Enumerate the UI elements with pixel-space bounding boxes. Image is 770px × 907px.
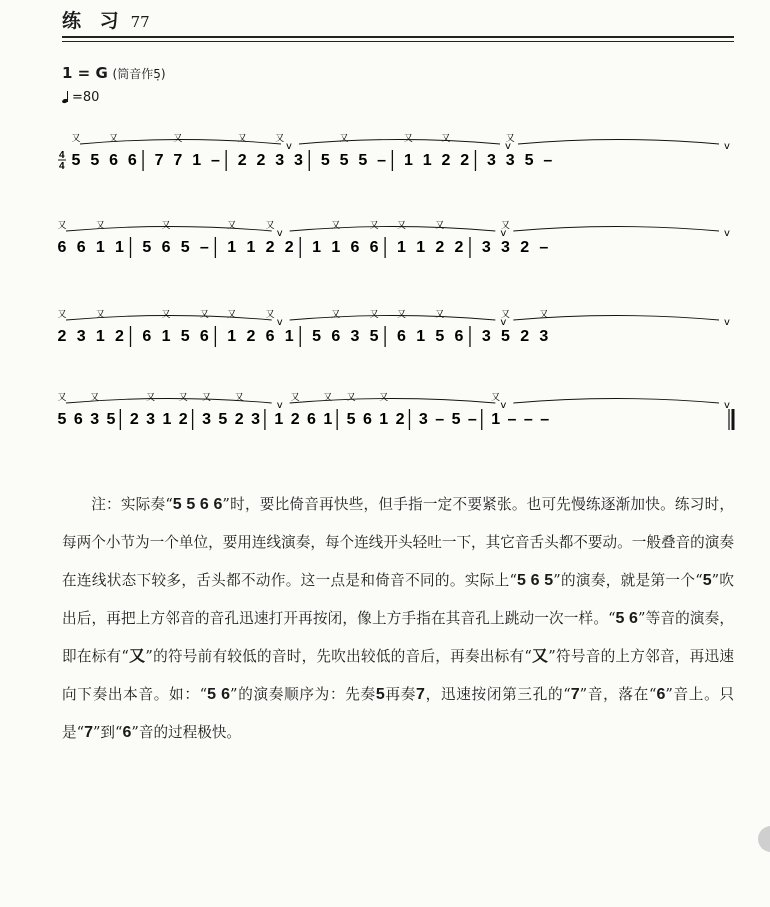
score-note: 6 <box>331 328 341 345</box>
tempo-marking: =80 <box>62 90 99 105</box>
tongue-mark: 又 <box>109 134 119 144</box>
score-note: 7 <box>154 152 164 169</box>
score-note: 2 <box>454 239 464 256</box>
score-note: 5 <box>71 152 81 169</box>
slur <box>290 399 496 404</box>
score-note: 5 <box>142 239 152 256</box>
score-note: 1 <box>397 239 406 256</box>
score-note: 3 <box>90 411 100 428</box>
tongue-mark: 又 <box>234 393 244 403</box>
slur <box>518 140 719 145</box>
score-note: 1 <box>161 328 171 345</box>
tongue-mark: 又 <box>331 310 341 320</box>
score-note: 3 <box>418 411 428 428</box>
breath-mark: v <box>286 141 292 152</box>
score-note: 3 <box>481 328 491 345</box>
score-note: 6 <box>454 328 464 345</box>
score-note: 1 <box>403 152 413 169</box>
score-note: 2 <box>57 328 67 345</box>
score-note: 5 <box>180 328 190 345</box>
tongue-mark: 又 <box>199 310 209 320</box>
slur <box>290 227 496 232</box>
tongue-mark: 又 <box>275 134 285 144</box>
score-note: 3 <box>505 152 515 169</box>
breath-mark: v <box>276 228 283 239</box>
score-note: 3 <box>487 152 496 169</box>
inline-notes: 5 6 5 <box>516 572 554 589</box>
score-note: 5 <box>218 411 228 428</box>
score-note: 5 <box>451 411 461 428</box>
tongue-mark: 又 <box>501 221 511 231</box>
breath-mark: v <box>724 141 730 152</box>
score-note: 1 <box>331 239 341 256</box>
score-note: – <box>523 411 533 428</box>
score-note: 5 <box>346 411 356 428</box>
inline-notes: 5 <box>375 686 385 703</box>
score-note: 5 <box>57 411 67 428</box>
score-note: 2 <box>246 328 256 345</box>
time-signature-top: 4 <box>59 150 65 161</box>
score-note: 6 <box>265 328 275 345</box>
score-note: 1 <box>274 411 284 428</box>
score-note: 1 <box>379 411 389 428</box>
score-note: 2 <box>441 152 451 169</box>
inline-notes: 5 5 6 6 <box>172 496 223 513</box>
inline-notes: 6 <box>656 686 666 703</box>
inline-notes: 又 <box>531 648 549 665</box>
score-note: 3 <box>146 411 156 428</box>
score-note: 1 <box>162 411 172 428</box>
score-note: 2 <box>435 239 445 256</box>
score-note: 6 <box>397 328 406 345</box>
score-note: 1 <box>95 328 105 345</box>
score-note: 1 <box>192 152 202 169</box>
score-note: 3 <box>76 328 86 345</box>
score-note: 2 <box>178 411 188 428</box>
score-note: 2 <box>290 411 300 428</box>
score-note: 3 <box>202 411 212 428</box>
inline-notes: 7 <box>416 686 425 703</box>
tongue-mark: 又 <box>441 134 451 144</box>
score-note: 1 <box>95 239 105 256</box>
tongue-mark: 又 <box>237 134 247 144</box>
paragraph-text: 注：实际奏“5 5 6 6”时，要比倚音再快些，但手指一定不要紧张。也可先慢练逐渐加快。练习时，每两个小节为一个单位，要用连线演奏，每个连线开头轻吐一下，其它音舌头都不要动。一般叠音的演奏在连线状态下较多，舌头都不动作。这一点是和倚音不同的。实际上“5 6 5”的演奏，就是第一个“5”吹出后，再把上方邻音的音孔迅速打开再按闭，像上方手指在其音孔上跳动一次一样。“5 6”等音的演奏，即在标有“又”的符号前有较低的音时，先吹出较低的音后，再奏出标有“又”符号音的上方邻音，再迅速向下奏出本音。如：“5 6”的演奏顺序为：先奏5再奏7，迅速按闭第三孔的“7”音，落在“6”音上。只是“7”到“6”音的过程极快。 <box>62 496 734 741</box>
score-note: – <box>435 411 445 428</box>
inline-notes: 5 6 <box>207 686 231 703</box>
score-note: 5 <box>358 152 368 169</box>
score-note: – <box>507 411 517 428</box>
score-note: 2 <box>284 239 294 256</box>
tongue-mark: 又 <box>265 310 275 320</box>
slur <box>290 316 496 321</box>
score-note: 3 <box>275 152 285 169</box>
tongue-mark: 又 <box>396 310 406 320</box>
tongue-mark: 又 <box>146 393 156 403</box>
breath-mark: v <box>500 228 507 239</box>
tongue-mark: 又 <box>539 310 549 320</box>
score-note: 5 <box>320 152 330 169</box>
score-note: 3 <box>251 411 260 428</box>
score-note: 5 <box>524 152 534 169</box>
score-note: 6 <box>350 239 360 256</box>
score-note: 6 <box>142 328 152 345</box>
tongue-mark: 又 <box>435 221 445 231</box>
score-note: 6 <box>109 152 118 169</box>
score-note: 2 <box>460 152 470 169</box>
tongue-mark: 又 <box>57 310 67 320</box>
tongue-mark: 又 <box>57 221 67 231</box>
score-note: 2 <box>115 328 124 345</box>
score-note: – <box>210 152 220 169</box>
score-note: 6 <box>161 239 171 256</box>
breath-mark: v <box>276 317 283 328</box>
score-note: 6 <box>362 411 372 428</box>
inline-notes: 6 <box>122 724 132 741</box>
score-note: 5 <box>90 152 100 169</box>
tongue-mark: 又 <box>379 393 389 403</box>
score-note: 5 <box>106 411 116 428</box>
score-note: 2 <box>129 411 139 428</box>
slur <box>299 140 500 145</box>
tongue-mark: 又 <box>265 221 275 231</box>
breath-mark: v <box>500 317 507 328</box>
note-paragraph <box>62 486 734 752</box>
time-signature-bottom: 4 <box>59 161 65 172</box>
score-note: 5 <box>339 152 349 169</box>
inline-notes: 又 <box>128 648 146 665</box>
score-note: 1 <box>491 411 501 428</box>
score-note: 2 <box>256 152 266 169</box>
score-note: 2 <box>265 239 275 256</box>
score-note: 2 <box>234 411 244 428</box>
score-note: 5 <box>501 328 510 345</box>
score-note: – <box>543 152 553 169</box>
tongue-mark: 又 <box>346 393 356 403</box>
score-note: 2 <box>520 239 530 256</box>
tongue-mark: 又 <box>57 393 67 403</box>
score-note: – <box>539 239 549 256</box>
inline-notes: 5 <box>702 572 712 589</box>
score-note: 6 <box>76 239 86 256</box>
score-note: 6 <box>73 411 83 428</box>
score-note: 1 <box>312 239 322 256</box>
tongue-mark: 又 <box>90 393 100 403</box>
breath-mark: v <box>724 400 730 411</box>
score-note: – <box>467 411 477 428</box>
score-note: 2 <box>395 411 405 428</box>
score-note: 1 <box>115 239 124 256</box>
score-note: 1 <box>246 239 256 256</box>
tongue-mark: 又 <box>339 134 349 144</box>
tongue-mark: 又 <box>403 134 413 144</box>
tongue-mark: 又 <box>331 221 341 231</box>
breath-mark: v <box>276 400 283 411</box>
tongue-mark: 又 <box>501 310 511 320</box>
score-note: 6 <box>57 239 67 256</box>
tongue-mark: 又 <box>95 221 105 231</box>
score-note: 1 <box>227 328 237 345</box>
tongue-mark: 又 <box>178 393 188 403</box>
score-note: 3 <box>350 328 360 345</box>
breath-mark: v <box>724 317 730 328</box>
score-note: 1 <box>416 328 426 345</box>
tongue-mark: 又 <box>95 310 105 320</box>
page-number: 77 <box>130 13 150 31</box>
tongue-mark: 又 <box>227 221 237 231</box>
chapter-title: 练 习 <box>62 10 125 32</box>
tongue-mark: 又 <box>369 221 379 231</box>
score-note: 3 <box>481 239 491 256</box>
score-note: 3 <box>294 152 303 169</box>
score-note: 1 <box>284 328 294 345</box>
tongue-mark: 又 <box>161 221 171 231</box>
score-note: 3 <box>501 239 510 256</box>
tongue-mark: 又 <box>161 310 171 320</box>
tongue-mark: 又 <box>173 134 183 144</box>
tongue-mark: 又 <box>369 310 379 320</box>
tongue-mark: 又 <box>491 393 501 403</box>
tongue-mark: 又 <box>202 393 212 403</box>
slur <box>513 227 719 232</box>
score-note: – <box>199 239 209 256</box>
score-note: 6 <box>127 152 137 169</box>
tongue-mark: 又 <box>505 134 515 144</box>
score-note: 1 <box>227 239 237 256</box>
slur <box>513 399 719 404</box>
score-note: 5 <box>180 239 190 256</box>
tongue-mark: 又 <box>396 221 406 231</box>
score-note: 6 <box>369 239 379 256</box>
breath-mark: v <box>500 400 507 411</box>
tongue-mark: 又 <box>290 393 300 403</box>
breath-mark: v <box>505 141 511 152</box>
score-note: – <box>540 411 550 428</box>
score-note: 5 <box>435 328 445 345</box>
score-note: – <box>377 152 387 169</box>
breath-mark: v <box>724 228 730 239</box>
score-note: 6 <box>307 411 316 428</box>
score-note: 1 <box>416 239 426 256</box>
score-note: 2 <box>237 152 247 169</box>
score-note: 5 <box>312 328 322 345</box>
inline-notes: 7 <box>84 724 93 741</box>
score-note: 2 <box>520 328 530 345</box>
inline-notes: 5 6 <box>615 610 638 627</box>
tongue-mark: 又 <box>435 310 445 320</box>
score-note: 7 <box>173 152 183 169</box>
score-note: 1 <box>323 411 333 428</box>
key-signature: 1 = G (筒音作5̣) <box>62 64 166 82</box>
inline-notes: 7 <box>570 686 580 703</box>
tongue-mark: 又 <box>227 310 237 320</box>
tongue-mark: 又 <box>71 134 81 144</box>
tongue-mark: 又 <box>323 393 333 403</box>
score-note: 3 <box>539 328 549 345</box>
score-note: 6 <box>199 328 209 345</box>
score-note: 5 <box>369 328 379 345</box>
score-note: 1 <box>422 152 432 169</box>
